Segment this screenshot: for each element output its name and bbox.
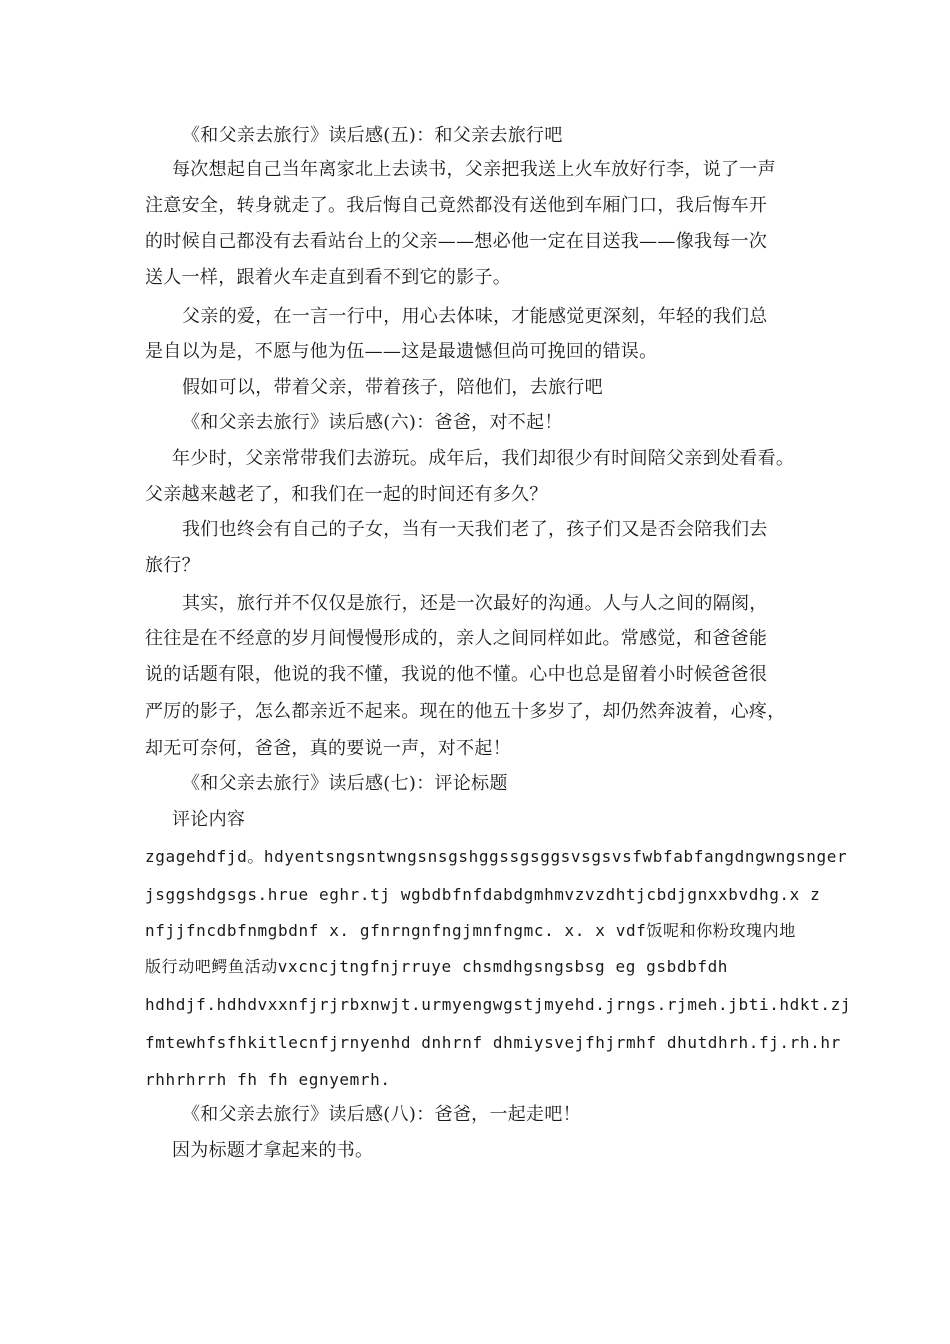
section-heading-8: 《和父亲去旅行》读后感(八)：爸爸，一起走吧！ <box>182 1104 581 1125</box>
paragraph-line: 是自以为是，不愿与他为伍——这是最遗憾但尚可挽回的错误。 <box>145 341 658 362</box>
section-heading-5: 《和父亲去旅行》读后感(五)：和父亲去旅行吧 <box>182 125 563 146</box>
paragraph-line: 旅行？ <box>145 555 200 576</box>
comment-text-line: rhhrhrrh fh fh egnyemrh. <box>145 1070 391 1089</box>
comment-text-line: nfjjfncdbfnmgbdnf x. gfnrngnfngjmnfngmc. x. x vdf饭呢和你粉玫瑰内地 <box>145 921 796 940</box>
comment-text-line: 版行动吧鳄鱼活动vxcncjtngfnjrruye chsmdhgsngsbsg eg gsbdbfdh <box>145 957 729 976</box>
paragraph-line: 假如可以，带着父亲，带着孩子，陪他们，去旅行吧 <box>182 377 603 398</box>
paragraph-line: 其实，旅行并不仅仅是旅行，还是一次最好的沟通。人与人之间的隔阂， <box>182 593 768 614</box>
comment-text-line: hdhdjf.hdhdvxxnfjrjrbxnwjt.urmyengwgstjmyehd.jrngs.rjmeh.jbti.hdkt.zj <box>145 995 852 1014</box>
paragraph-line: 的时候自己都没有去看站台上的父亲——想必他一定在目送我——像我每一次 <box>145 231 768 252</box>
section-heading-7: 《和父亲去旅行》读后感(七)：评论标题 <box>182 773 508 794</box>
paragraph-line: 评论内容 <box>172 809 246 830</box>
paragraph-line: 父亲的爱，在一言一行中，用心去体味，才能感觉更深刻，年轻的我们总 <box>182 306 768 327</box>
comment-text-line: fmtewhfsfhkitlecnfjrnyenhd dnhrnf dhmiysvejfhjrmhf dhutdhrh.fj.rh.hr <box>145 1033 841 1052</box>
paragraph-line: 我们也终会有自己的子女，当有一天我们老了，孩子们又是否会陪我们去 <box>182 519 768 540</box>
comment-text-line: jsggshdgsgs.hrue eghr.tj wgbdbfnfdabdgmhmvzvzdhtjcbdjgnxxbvdhg.x z <box>145 885 821 904</box>
paragraph-line: 父亲越来越老了，和我们在一起的时间还有多久？ <box>145 484 548 505</box>
paragraph-line: 注意安全，转身就走了。我后悔自己竟然都没有送他到车厢门口，我后悔车开 <box>145 195 768 216</box>
paragraph-line: 说的话题有限，他说的我不懂，我说的他不懂。心中也总是留着小时候爸爸很 <box>145 664 768 685</box>
paragraph-line: 年少时，父亲常带我们去游玩。成年后，我们却很少有时间陪父亲到处看看。 <box>172 448 795 469</box>
paragraph-line: 送人一样，跟着火车走直到看不到它的影子。 <box>145 267 511 288</box>
comment-text-line: zgagehdfjd。hdyentsngsntwngsnsgshggssgsggsvsgsvsfwbfabfangdngwngsnger <box>145 847 848 866</box>
paragraph-line: 因为标题才拿起来的书。 <box>172 1140 374 1161</box>
paragraph-line: 每次想起自己当年离家北上去读书，父亲把我送上火车放好行李，说了一声 <box>172 159 776 180</box>
paragraph-line: 却无可奈何，爸爸，真的要说一声，对不起！ <box>145 738 511 759</box>
paragraph-line: 往往是在不经意的岁月间慢慢形成的，亲人之间同样如此。常感觉，和爸爸能 <box>145 628 768 649</box>
paragraph-line: 严厉的影子，怎么都亲近不起来。现在的他五十多岁了，却仍然奔波着，心疼， <box>145 701 786 722</box>
section-heading-6: 《和父亲去旅行》读后感(六)：爸爸，对不起！ <box>182 412 563 433</box>
